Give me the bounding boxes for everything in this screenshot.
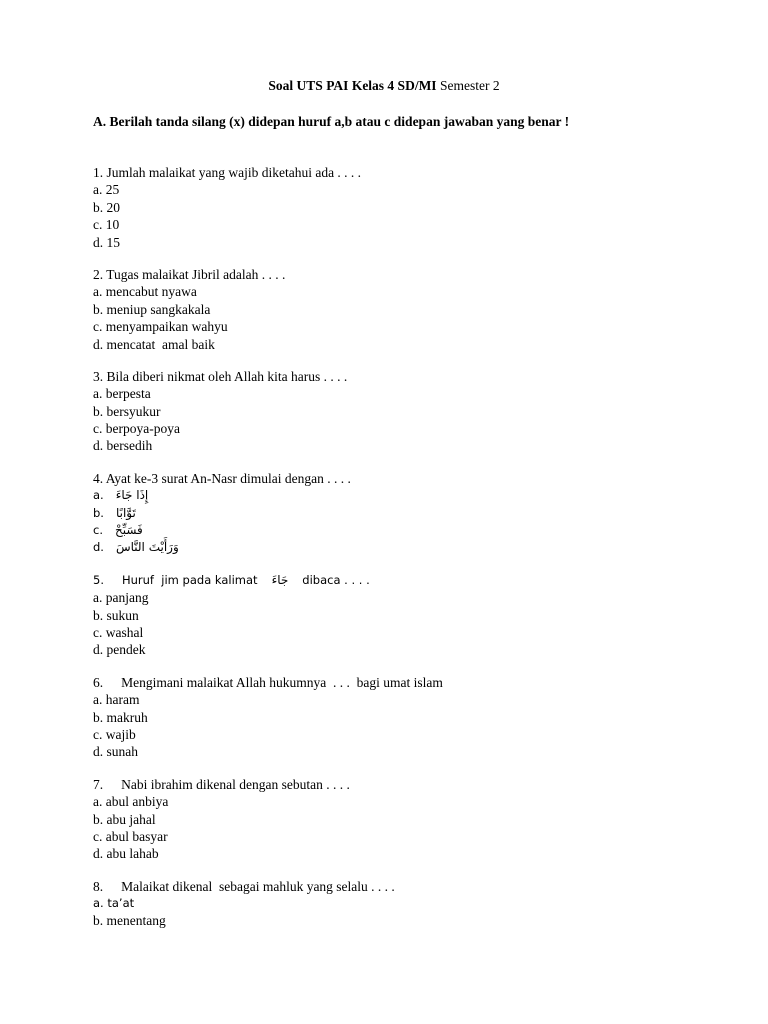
question-text: 6. Mengimani malaikat Allah hukumnya . . . bagi umat islam — [93, 674, 443, 690]
option-c: c. berpoya-poya — [93, 421, 180, 437]
option-a: a. berpesta — [93, 386, 151, 402]
option-d: d. 15 — [93, 234, 120, 250]
question-8 — [93, 878, 693, 930]
option-a: a. panjang — [93, 590, 149, 606]
option-b: b. 20 — [93, 199, 120, 215]
option-d: d. sunah — [93, 744, 138, 760]
question-6 — [93, 674, 693, 761]
title-regular: Semester 2 — [439, 78, 500, 93]
option-b: b. makruh — [93, 709, 148, 725]
instruction-text: A. Berilah tanda silang (x) didepan huruf a,b atau c didepan jawaban yang benar ! — [93, 114, 570, 129]
option-c: c. 10 — [93, 217, 120, 233]
document-title — [0, 78, 768, 94]
option-a: a. mencabut nyawa — [93, 284, 197, 300]
question-1 — [93, 164, 693, 251]
option-d: d. bersedih — [93, 438, 153, 454]
option-b: b. menentang — [93, 913, 166, 929]
arabic-text: إِذَا جَاءَ — [115, 488, 149, 503]
option-c: c. menyampaikan wahyu — [93, 319, 228, 335]
option-c: c. فَسَبِّحْ — [93, 522, 693, 539]
option-a: a. ta’at — [93, 896, 135, 911]
title-bold: Soal UTS PAI Kelas 4 SD/MI — [268, 78, 437, 93]
question-text: 7. Nabi ibrahim dikenal dengan sebutan . . . . — [93, 776, 350, 792]
question-text: 4. Ayat ke-3 surat An-Nasr dimulai dengan . . . . — [93, 470, 351, 486]
question-3 — [93, 368, 693, 455]
option-d: d. abu lahab — [93, 846, 159, 862]
question-text: 2. Tugas malaikat Jibril adalah . . . . — [93, 266, 286, 282]
option-b: b. تَوَّابًا — [93, 505, 693, 522]
option-b: b. sukun — [93, 607, 139, 623]
question-2 — [93, 266, 693, 353]
arabic-text: جَاءَ — [271, 572, 289, 587]
question-text: 3. Bila diberi nikmat oleh Allah kita harus . . . . — [93, 368, 348, 384]
option-a: a. haram — [93, 692, 140, 708]
option-b: b. bersyukur — [93, 403, 161, 419]
arabic-text: فَسَبِّحْ — [114, 523, 143, 538]
option-c: c. wajib — [93, 726, 136, 742]
arabic-text: تَوَّابًا — [115, 505, 136, 520]
arabic-text: وَرَأَيْتَ النَّاسَ — [115, 540, 179, 555]
option-b: b. meniup sangkakala — [93, 301, 211, 317]
option-d: d. وَرَأَيْتَ النَّاسَ — [93, 539, 693, 556]
option-d: d. pendek — [93, 642, 146, 658]
option-c: c. abul basyar — [93, 828, 168, 844]
option-a: a. 25 — [93, 182, 120, 198]
option-a: a. إِذَا جَاءَ — [93, 487, 693, 504]
question-text: 5. Huruf jim pada kalimat جَاءَ dibaca . . . . — [93, 572, 693, 589]
option-c: c. washal — [93, 624, 144, 640]
question-text: 8. Malaikat dikenal sebagai mahluk yang selalu . . . . — [93, 878, 395, 894]
option-a: a. abul anbiya — [93, 794, 169, 810]
question-list — [93, 164, 693, 945]
question-4 — [93, 470, 693, 557]
option-d: d. mencatat amal baik — [93, 336, 215, 352]
option-b: b. abu jahal — [93, 811, 156, 827]
question-5 — [93, 572, 693, 659]
question-7 — [93, 776, 693, 863]
question-text: 1. Jumlah malaikat yang wajib diketahui ada . . . . — [93, 165, 362, 180]
